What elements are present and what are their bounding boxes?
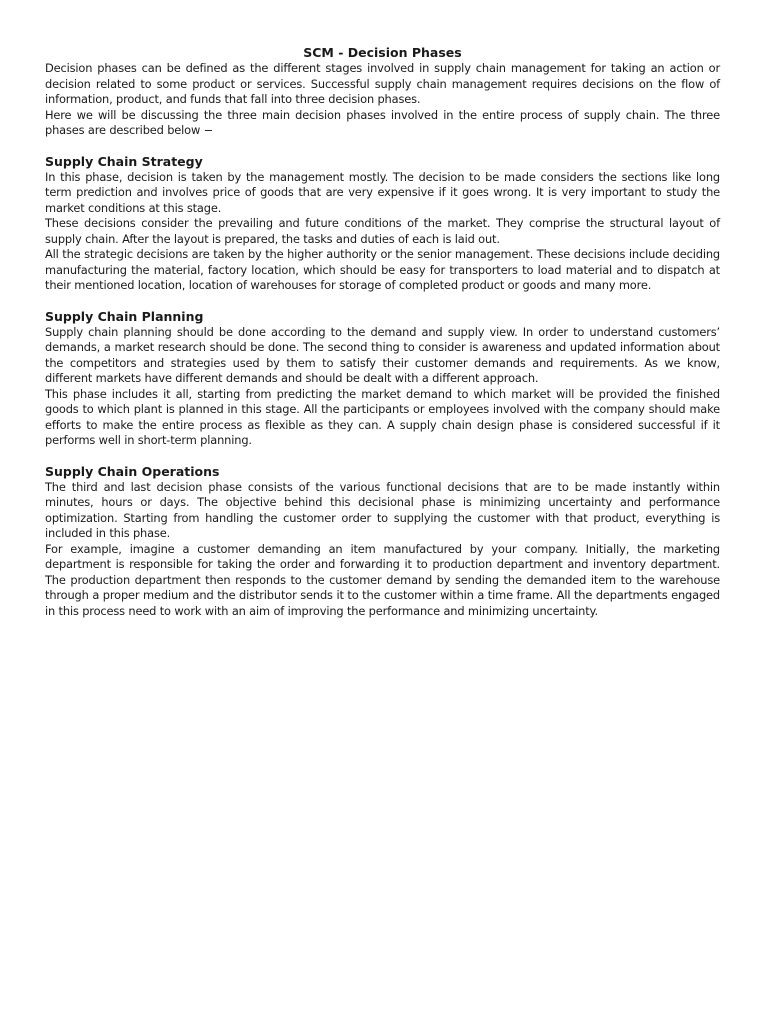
section-supply-chain-planning [45,309,720,449]
section-paragraph: Supply chain planning should be done according to the demand and supply view. In order to understand customers’ demands, a market research should be done. The second thing to consider is awareness and updated information about the competitors and strategies used by them to satisfy their customer demands and requirements. As we know, different markets have different demands and should be dealt with a different approach. [45,324,720,385]
section-paragraph: These decisions consider the prevailing and future conditions of the market. They comprise the structural layout of supply chain. After the layout is prepared, the tasks and duties of each is laid out. [45,216,720,246]
intro-paragraph-1: Decision phases can be defined as the different stages involved in supply chain management for taking an action or decision related to some product or services. Successful supply chain management requires decisions on the flow of information, product, and funds that fall into three decision phases. [45,61,720,106]
section-paragraph: All the strategic decisions are taken by the higher authority or the senior management. These decisions include deciding manufacturing the material, factory location, which should be easy for transporters to load material and to dispatch at their mentioned location, location of warehouses for storage of completed product or goods and many more. [45,247,720,292]
section-paragraph: The third and last decision phase consists of the various functional decisions that are to be made instantly within minutes, hours or days. The objective behind this decisional phase is minimizing uncertainty and performance optimization. Starting from handling the customer order to supplying the customer with that product, everything is included in this phase. [45,479,720,540]
section-heading: Supply Chain Strategy [45,153,203,169]
section-paragraph: This phase includes it all, starting from predicting the market demand to which market will be provided the finished goods to which plant is planned in this stage. All the participants or employees involved with the company should make efforts to make the entire process as flexible as they can. A supply chain design phase is considered successful if it performs well in short-term planning. [45,386,720,447]
section-paragraph: In this phase, decision is taken by the management mostly. The decision to be made considers the sections like long term prediction and involves price of goods that are very expensive if it goes wrong. It is very important to study the market conditions at this stage. [45,169,720,215]
section-supply-chain-operations [45,464,720,620]
intro [45,61,720,139]
document-page [45,45,720,619]
document-title: SCM - Decision Phases [303,45,462,60]
section-paragraph: For example, imagine a customer demanding an item manufactured by your company. Initially, the marketing department is responsible for taking the order and forwarding it to production department and inventory department. The production department then responds to the customer demand by sending the demanded item to the warehouse through a proper medium and the distributor sends it to the customer within a time frame. All the departments engaged in this process need to work with an aim of improving the performance and minimizing uncertainty. [45,541,720,618]
section-heading: Supply Chain Operations [45,463,220,479]
intro-paragraph-2: Here we will be discussing the three main decision phases involved in the entire process of supply chain. The three phases are described below − [45,107,720,137]
section-supply-chain-strategy [45,154,720,294]
section-heading: Supply Chain Planning [45,308,204,324]
